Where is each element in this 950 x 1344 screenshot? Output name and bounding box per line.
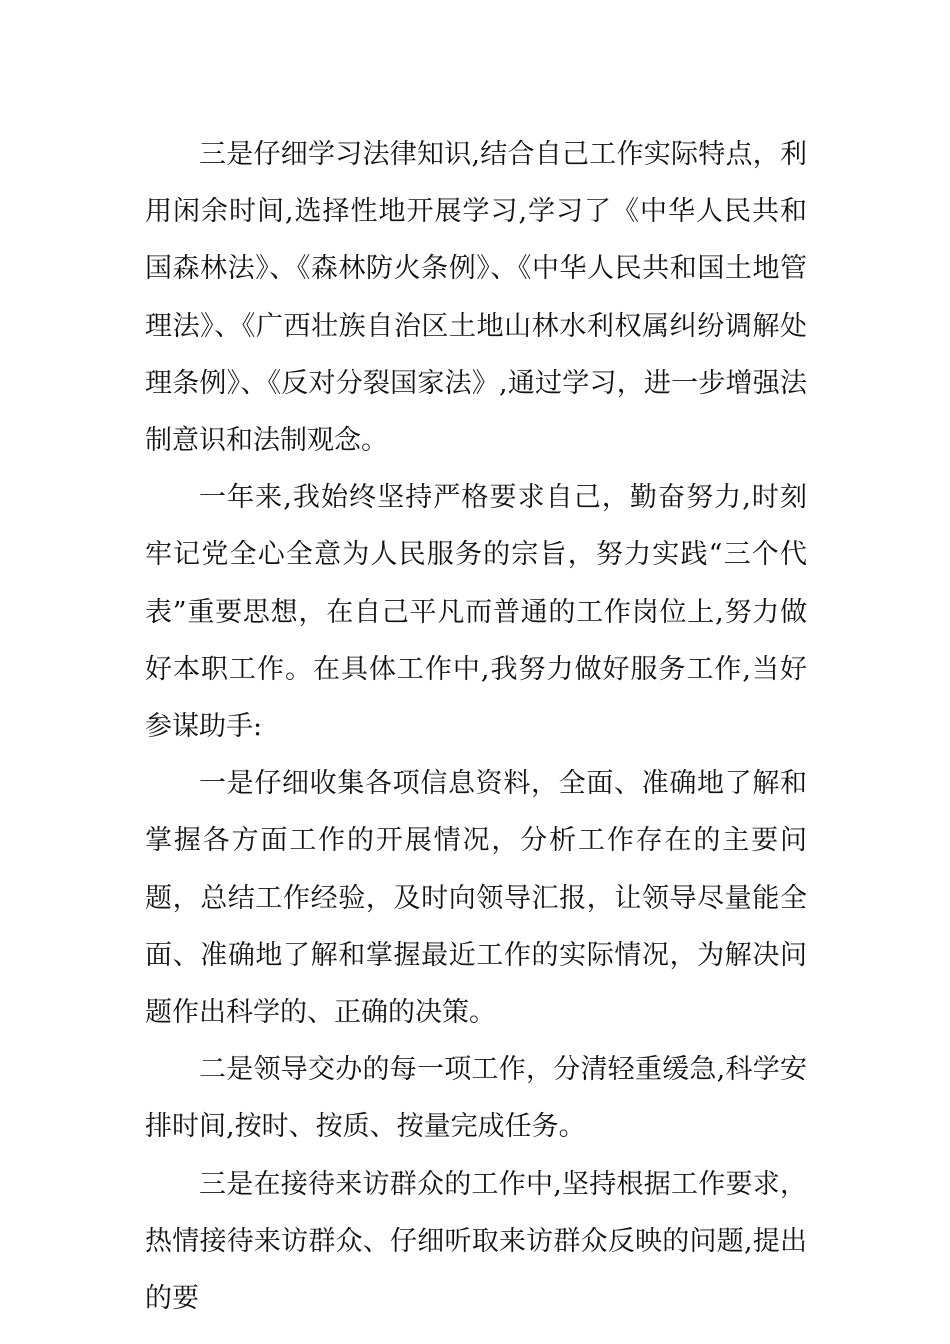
paragraph-information-collection: 一是仔细收集各项信息资料，全面、准确地了解和掌握各方面工作的开展情况，分析工作存在的主要问题，总结工作经验，及时向领导汇报，让领导尽量能全面、准确地了解和掌握最近工作的实际情况，为解决问题作出科学的、正确的决策。 [145,768,807,1029]
document-body [145,126,807,1327]
paragraph-visitor-reception: 三是在接待来访群众的工作中,坚持根据工作要求，热情接待来访群众、仔细听取来访群众反映的问题,提出的要 [145,1168,807,1315]
paragraph-law-study: 三是仔细学习法律知识,结合自己工作实际特点，利用闲余时间,选择性地开展学习,学习了《中华人民共和国森林法》、《森林防火条例》、《中华人民共和国土地管理法》、《广西壮族自治区土地山林水利权属纠纷调解处理条例》、《反对分裂国家法》,通过学习，进一步增强法制意识和法制观念。 [145,139,807,457]
paragraph-assigned-tasks: 二是领导交办的每一项工作，分清轻重缓急,科学安排时间,按时、按质、按量完成任务。 [145,1054,807,1143]
paragraph-year-summary: 一年来,我始终坚持严格要求自己，勤奋努力,时刻牢记党全心全意为人民服务的宗旨，努力实践“三个代表”重要思想，在自己平凡而普通的工作岗位上,努力做好本职工作。在具体工作中,我努力做好服务工作,当好参谋助手: [145,482,807,743]
